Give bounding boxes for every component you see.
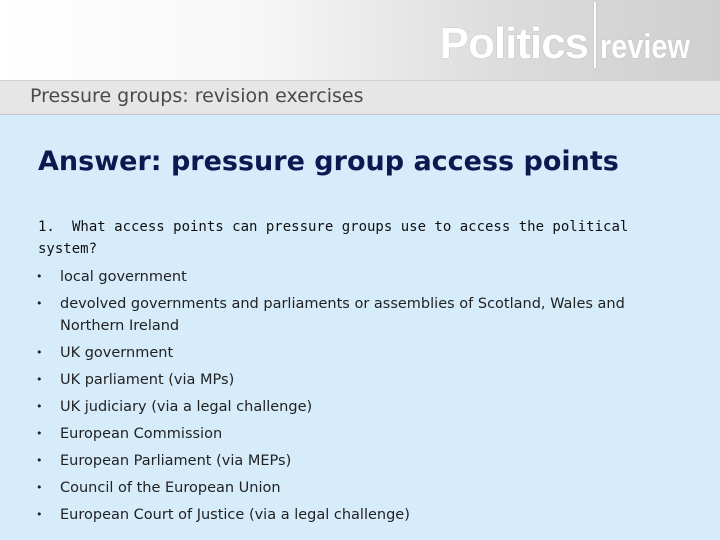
list-item-text: devolved governments and parliaments or assemblies of Scotland, Wales and Northern Ireland — [60, 296, 625, 334]
list-item — [36, 396, 676, 418]
bullet-icon: • — [36, 481, 43, 494]
question-number: 1. — [38, 219, 55, 235]
header-banner — [0, 0, 720, 80]
logo-divider — [594, 2, 596, 68]
politics-review-logo — [440, 0, 706, 68]
list-item — [36, 423, 676, 445]
logo-review-text: review — [600, 28, 691, 66]
bullet-icon: • — [36, 297, 43, 310]
logo-politics-text: Politics — [439, 19, 589, 68]
list-item-text: European Court of Justice (via a legal challenge) — [60, 507, 410, 523]
bullet-icon: • — [36, 346, 43, 359]
list-item — [36, 369, 676, 391]
list-item-text: UK judiciary (via a legal challenge) — [60, 399, 313, 415]
subheader-bar — [0, 80, 720, 115]
list-item-text: UK parliament (via MPs) — [60, 372, 235, 388]
bullet-icon: • — [36, 508, 43, 521]
bullet-icon: • — [36, 427, 43, 440]
question-text: What access points can pressure groups use to access the political system? — [38, 219, 629, 257]
bullet-icon: • — [36, 400, 43, 413]
slide-series-title: Pressure groups: revision exercises — [30, 85, 364, 107]
list-item-text: European Commission — [60, 426, 223, 442]
bullet-icon: • — [36, 454, 43, 467]
list-item-text: Council of the European Union — [60, 480, 281, 496]
list-item — [36, 477, 676, 499]
access-points-list — [36, 266, 676, 531]
list-item-text: UK government — [60, 345, 174, 361]
bullet-icon: • — [36, 373, 43, 386]
list-item-text: European Parliament (via MEPs) — [60, 453, 292, 469]
list-item — [36, 266, 676, 288]
list-item — [36, 342, 676, 364]
page-title: Answer: pressure group access points — [38, 146, 619, 177]
question — [38, 216, 678, 260]
bullet-icon: • — [36, 270, 43, 283]
list-item-text: local government — [60, 269, 187, 285]
list-item — [36, 504, 676, 526]
list-item — [36, 293, 676, 337]
list-item — [36, 450, 676, 472]
